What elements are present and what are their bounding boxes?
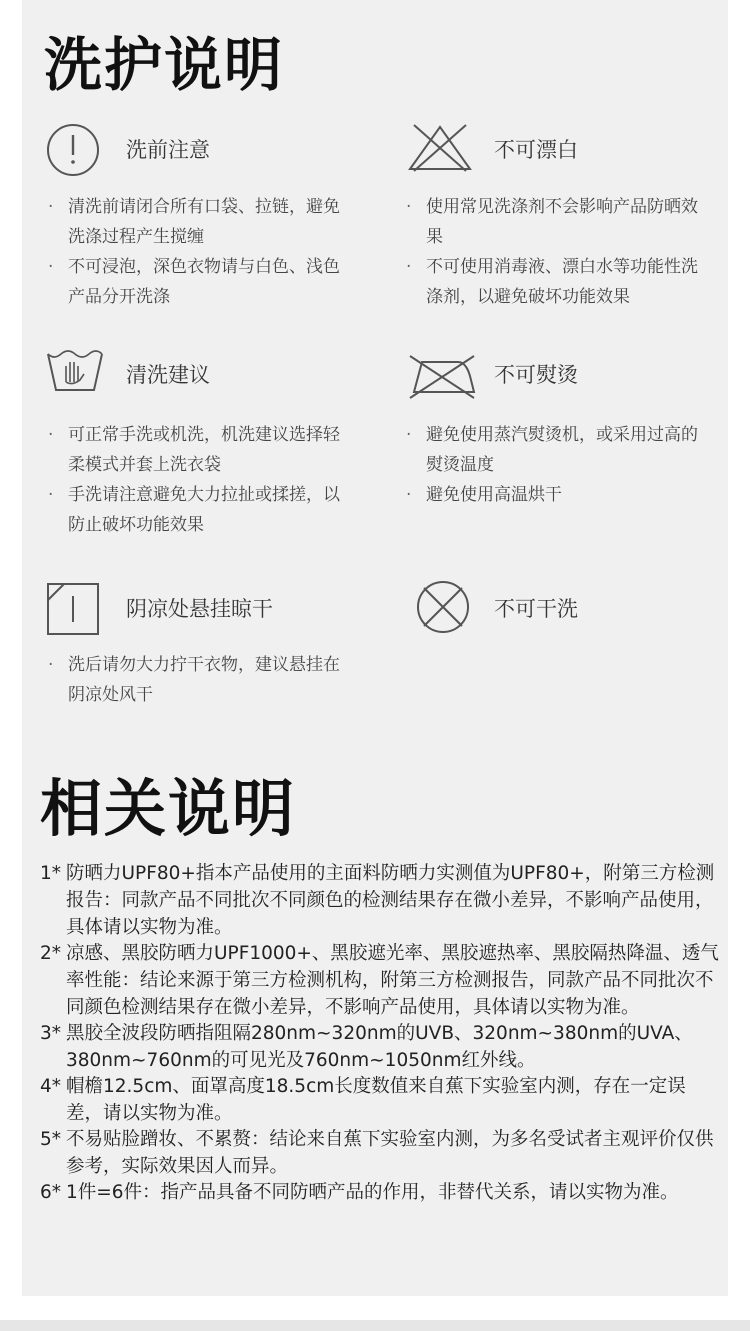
care-section-title: 洗护说明 <box>44 31 285 99</box>
hand-wash-icon <box>44 342 106 400</box>
note-number: 6* <box>40 1182 62 1203</box>
care-item-title: 不可熨烫 <box>494 363 578 387</box>
care-item-title: 清洗建议 <box>126 363 210 387</box>
note-text: 不易贴脸蹭妆、不累赘：结论来自蕉下实验室内测，为多名受试者主观评价仅供参考，实际效果因人而异。 <box>66 1129 714 1177</box>
no-dry-clean-icon <box>414 578 472 636</box>
note-text: 1件=6件：指产品具备不同防晒产品的作用，非替代关系，请以实物为准。 <box>66 1182 679 1203</box>
care-item-bullets <box>48 420 354 540</box>
note-item <box>40 1126 720 1180</box>
exclamation-circle-icon <box>44 121 102 179</box>
care-item-bullets <box>48 650 354 710</box>
note-number: 2* <box>40 943 62 964</box>
care-item-title: 阴凉处悬挂晾干 <box>126 597 273 621</box>
care-bullet: · 避免使用高温烘干 <box>406 480 712 510</box>
care-item-title: 洗前注意 <box>126 138 210 162</box>
care-bullet: · 避免使用蒸汽熨烫机，或采用过高的熨烫温度 <box>406 420 712 480</box>
line-dry-shade-icon <box>44 580 102 638</box>
note-text: 帽檐12.5cm、面罩高度18.5cm长度数值来自蕉下实验室内测，存在一定误差，请以实物为准。 <box>66 1076 686 1124</box>
note-number: 1* <box>40 863 62 884</box>
note-text: 防晒力UPF80+指本产品使用的主面料防晒力实测值为UPF80+，附第三方检测报告：同款产品不同批次不同颜色的检测结果存在微小差异，不影响产品使用，具体请以实物为准。 <box>66 863 715 938</box>
care-item-title: 不可干洗 <box>494 597 578 621</box>
note-item <box>40 1179 720 1206</box>
care-item-bullets <box>406 420 712 510</box>
notes-list <box>40 860 720 1205</box>
care-bullet: · 使用常见洗涤剂不会影响产品防晒效果 <box>406 192 712 252</box>
care-bullet: · 不可使用消毒液、漂白水等功能性洗涤剂，以避免破坏功能效果 <box>406 252 712 312</box>
care-bullet: · 可正常手洗或机洗，机洗建议选择轻柔模式并套上洗衣袋 <box>48 420 354 480</box>
note-item <box>40 860 720 941</box>
note-number: 5* <box>40 1129 62 1150</box>
care-item-bullets <box>406 192 712 312</box>
care-item-bullets <box>48 192 354 312</box>
bottom-divider <box>0 1320 750 1331</box>
care-bullet: · 不可浸泡，深色衣物请与白色、浅色产品分开洗涤 <box>48 252 354 312</box>
care-bullet: · 洗后请勿大力拧干衣物，建议悬挂在阴凉处风干 <box>48 650 354 710</box>
care-bullet: · 清洗前请闭合所有口袋、拉链，避免洗涤过程产生搅缠 <box>48 192 354 252</box>
note-item <box>40 940 720 1021</box>
note-item <box>40 1073 720 1127</box>
care-item-title: 不可漂白 <box>494 138 578 162</box>
notes-section-title: 相关说明 <box>40 772 297 845</box>
no-bleach-icon <box>404 119 476 177</box>
note-number: 3* <box>40 1023 62 1044</box>
care-bullet: · 手洗请注意避免大力拉扯或揉搓，以防止破坏功能效果 <box>48 480 354 540</box>
note-item <box>40 1020 720 1074</box>
note-text: 凉感、黑胶防晒力UPF1000+、黑胶遮光率、黑胶遮热率、黑胶隔热降温、透气率性能：结论来源于第三方检测机构，附第三方检测报告，同款产品不同批次不同颜色检测结果存在微小差异，不影响产品使用，具体请以实物为准。 <box>66 943 719 1018</box>
note-number: 4* <box>40 1076 62 1097</box>
note-text: 黑胶全波段防晒指阻隔280nm~320nm的UVB、320nm~380nm的UVA、380nm~760nm的可见光及760nm~1050nm红外线。 <box>66 1023 693 1071</box>
no-iron-icon <box>404 346 478 404</box>
